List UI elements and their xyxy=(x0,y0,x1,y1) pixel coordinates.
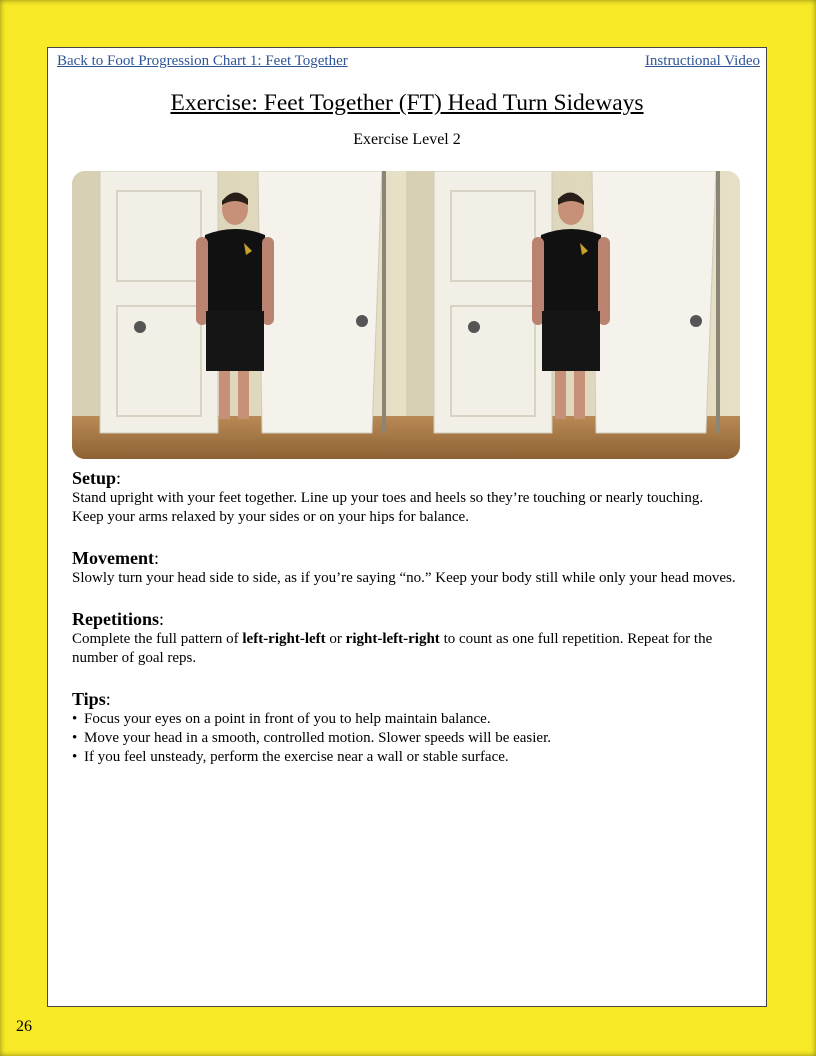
repetitions-heading: Repetitions xyxy=(72,609,159,629)
photo-frame-right xyxy=(406,171,740,459)
back-to-chart-link[interactable]: Back to Foot Progression Chart 1: Feet Together xyxy=(57,53,348,69)
instructions xyxy=(72,468,736,767)
top-links xyxy=(57,53,760,70)
setup-heading: Setup xyxy=(72,468,117,488)
exercise-photo xyxy=(72,171,740,459)
page-card xyxy=(47,47,767,1007)
list-item: • Focus your eyes on a point in front of you to help maintain balance. xyxy=(72,710,736,729)
page-title: Exercise: Feet Together (FT) Head Turn Sideways xyxy=(170,90,644,116)
movement-heading: Movement xyxy=(72,548,154,568)
list-item: • If you feel unsteady, perform the exercise near a wall or stable surface. xyxy=(72,748,736,767)
instructional-video-link[interactable]: Instructional Video xyxy=(644,53,760,69)
movement-text: Slowly turn your head side to side, as if you’re saying “no.” Keep your body still while only your head moves. xyxy=(72,570,736,586)
list-item: • Move your head in a smooth, controlled motion. Slower speeds will be easier. xyxy=(72,729,736,748)
setup-section: Setup: Stand upright with your feet together. Line up your toes and heels so they’re touching or nearly touching. Keep your arms relaxed by your sides or on your hips for balance. xyxy=(72,468,736,527)
tips-list xyxy=(72,710,736,767)
page-number: 26 xyxy=(16,1018,32,1035)
photo-frame-left xyxy=(72,171,406,459)
setup-text: Stand upright with your feet together. Line up your toes and heels so they’re touching or nearly touching. Keep your arms relaxed by your sides or on your hips for balance. xyxy=(72,490,704,525)
repetitions-text: Complete the full pattern of left-right-left or right-left-right to count as one full repetition. Repeat for the number of goal reps. xyxy=(72,631,713,666)
repetitions-section: Repetitions: Complete the full pattern of left-right-left or right-left-right to count as one full repetition. Repeat for the number of goal reps. xyxy=(72,609,736,668)
movement-section: Movement: Slowly turn your head side to side, as if you’re saying “no.” Keep your body still while only your head moves. xyxy=(72,548,736,586)
exercise-level: Exercise Level 2 xyxy=(353,131,461,148)
tips-section: Tips: • Focus your eyes on a point in front of you to help maintain balance. • Move your head in a smooth, controlled motion. Slower speeds will be easier. • If you feel unsteady, perform the exercise near a wall or stable surface. xyxy=(72,689,736,767)
tips-heading: Tips xyxy=(72,689,106,709)
